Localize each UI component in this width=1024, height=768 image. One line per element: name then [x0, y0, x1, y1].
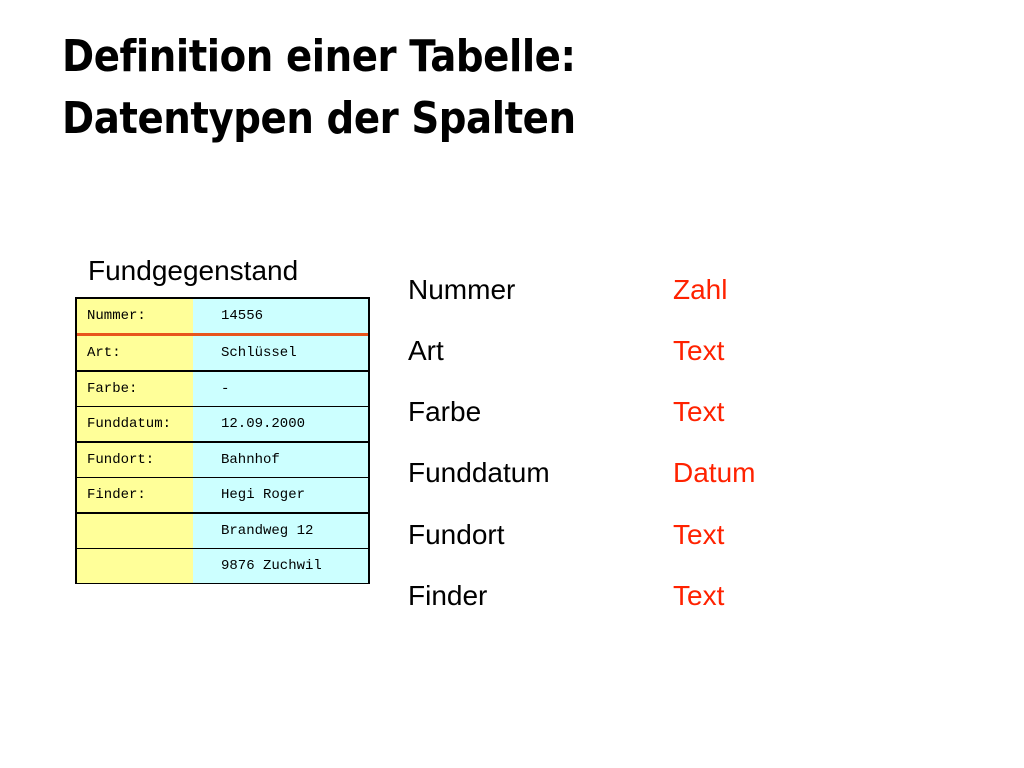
column-type-row	[408, 331, 828, 371]
card-row	[77, 299, 368, 333]
card-row-value: Bahnhof	[193, 443, 368, 477]
card-row-label: Nummer:	[77, 299, 193, 333]
card-row	[77, 549, 368, 583]
card-row-value: Hegi Roger	[193, 478, 368, 512]
column-datatype: Text	[673, 580, 725, 611]
column-datatype: Text	[673, 396, 725, 427]
card-row-label	[77, 514, 193, 548]
card-row-label: Farbe:	[77, 372, 193, 406]
column-name: Finder	[408, 580, 488, 611]
card-row-value: 12.09.2000	[193, 407, 368, 441]
column-type-row	[408, 392, 828, 432]
card-row	[77, 336, 368, 370]
card-row-label: Fundort:	[77, 443, 193, 477]
card-row	[77, 407, 368, 441]
card-row-value: 9876 Zuchwil	[193, 549, 368, 583]
card-row-value: Brandweg 12	[193, 514, 368, 548]
slide-title	[62, 26, 576, 150]
column-name: Art	[408, 335, 444, 366]
column-datatype: Text	[673, 519, 725, 550]
column-type-row	[408, 515, 828, 555]
slide-title-line-1: Definition einer Tabelle:	[62, 31, 576, 82]
card-row-value: Schlüssel	[193, 336, 368, 370]
column-type-row	[408, 576, 828, 616]
card-row-label	[77, 549, 193, 583]
card-row	[77, 514, 368, 548]
column-type-row	[408, 270, 828, 310]
card-row-label: Art:	[77, 336, 193, 370]
card-row	[77, 372, 368, 406]
card-caption: Fundgegenstand	[88, 255, 299, 286]
card-row-value: 14556	[193, 299, 368, 333]
column-type-row	[408, 453, 828, 493]
column-datatype: Zahl	[673, 274, 728, 305]
record-card	[75, 297, 370, 584]
column-name: Nummer	[408, 274, 516, 305]
card-row-value: -	[193, 372, 368, 406]
column-datatype: Text	[673, 335, 725, 366]
card-row	[77, 478, 368, 512]
card-row-label: Funddatum:	[77, 407, 193, 441]
column-name: Farbe	[408, 396, 482, 427]
card-row	[77, 443, 368, 477]
column-name: Funddatum	[408, 457, 550, 488]
slide-title-line-2: Datentypen der Spalten	[62, 93, 576, 144]
column-name: Fundort	[408, 519, 505, 550]
card-row-label: Finder:	[77, 478, 193, 512]
column-datatype: Datum	[673, 457, 756, 488]
